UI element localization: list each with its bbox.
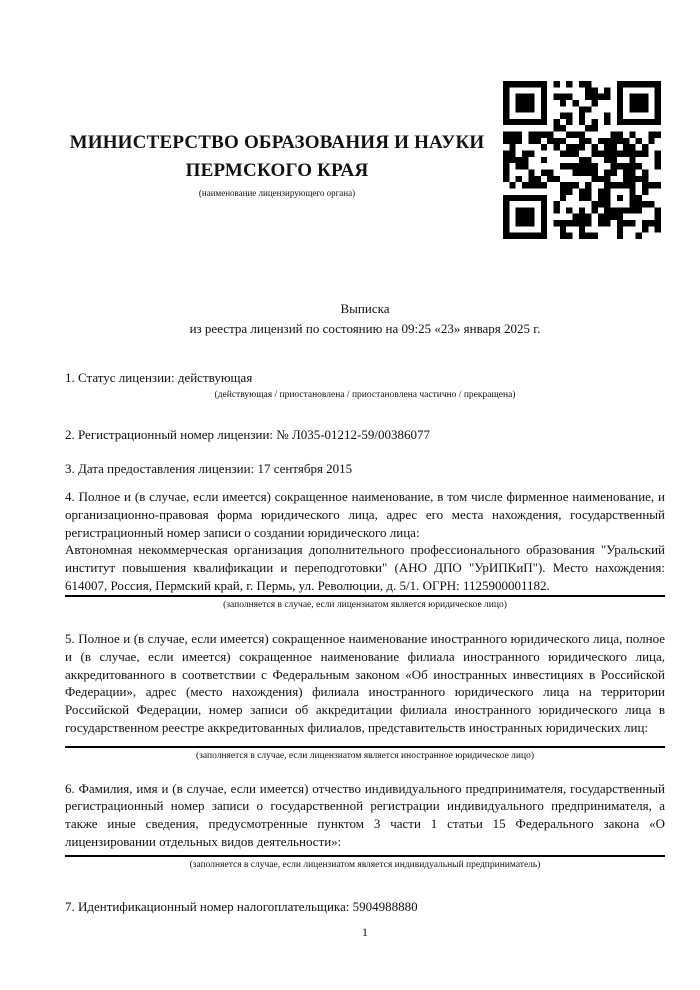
- field-license-status: [65, 369, 665, 401]
- legal-entity-caption: (заполняется в случае, если лицензиатом является юридическое лицо): [223, 600, 507, 611]
- field-legal-entity: [65, 488, 665, 611]
- qr-code-icon: [503, 81, 661, 239]
- field-inn: [65, 898, 665, 916]
- field-foreign-entity: [65, 630, 665, 761]
- field-individual-entrepreneur: [65, 780, 665, 872]
- ministry-name-line1: МИНИСТЕРСТВО ОБРАЗОВАНИЯ И НАУКИ: [69, 132, 485, 153]
- licensing-authority-caption: (наименование лицензирующего органа): [198, 188, 356, 198]
- license-status-caption: (действующая / приостановлена / приостановлена частично / прекращена): [214, 389, 516, 400]
- foreign-entity-statement: 5. Полное и (в случае, если имеется) сокращенное наименование иностранного юридического лица, полное и (в случае, если имеется) сокращенное наименование филиала иностранного юридического лица, аккредитованного в соответствии с Федеральным законом «Об иностранных инвестициях в Российской Федерации», адрес (место нахождения) филиала иностранного юридического лица на территории Российской Федерации, номер записи об аккредитации филиала иностранного юридического лица в государственном реестре аккредитованных филиалов, представительств иностранных юридических лиц:: [65, 631, 665, 735]
- extract-title: Выписка: [340, 301, 390, 316]
- legal-entity-statement: 4. Полное и (в случае, если имеется) сокращенное наименование, в том числе фирменное наименование, и организационно-правовая форма юридического лица, адрес его места нахождения, государственный регистрационный номер записи о создании юридического лица:: [65, 489, 665, 540]
- registration-number-text: 2. Регистрационный номер лицензии: № Л035-01212-59/00386077: [65, 426, 431, 442]
- page-number: 1: [362, 925, 368, 939]
- blank-fill-line: [65, 850, 665, 857]
- document-title: [65, 299, 665, 339]
- grant-date-text: 3. Дата предоставления лицензии: 17 сентября 2015: [65, 461, 353, 477]
- document-header: [65, 129, 489, 199]
- field-grant-date: [65, 460, 665, 478]
- individual-statement: 6. Фамилия, имя и (в случае, если имеется) отчество индивидуального предпринимателя, государственный регистрационный номер записи о государственной регистрации индивидуального предпринимателя, а также иные сведения, предусмотренные пунктом 3 части 1 статьи 15 Федерального закона «О лицензировании отдельных видов деятельности»:: [65, 780, 665, 849]
- field-registration-number: [65, 426, 665, 444]
- extract-date-line: из реестра лицензий по состоянию на 09:25 «23» января 2025 г.: [189, 321, 541, 336]
- individual-caption: (заполняется в случае, если лицензиатом является индивидуальный предприниматель): [189, 860, 541, 871]
- document-body: [65, 369, 665, 916]
- inn-text: 7. Идентификационный номер налогоплательщика: 5904988880: [65, 899, 418, 915]
- legal-entity-value: Автономная некоммерческая организация дополнительного профессионального образования "Уральский институт повышения квалификации и переподготовки" (АНО ДПО "УрИПКиП"). Место нахождения: 614007, Россия, Пермский край, г. Пермь, ул. Революции, д. 5/1. ОГРН: 1125900001182.: [65, 541, 665, 597]
- foreign-entity-caption: (заполняется в случае, если лицензиатом является иностранное юридическое лицо): [196, 750, 534, 761]
- license-status-text: 1. Статус лицензии: действующая: [65, 370, 253, 385]
- ministry-name-line2: ПЕРМСКОГО КРАЯ: [185, 160, 369, 181]
- blank-fill-line: [65, 737, 665, 748]
